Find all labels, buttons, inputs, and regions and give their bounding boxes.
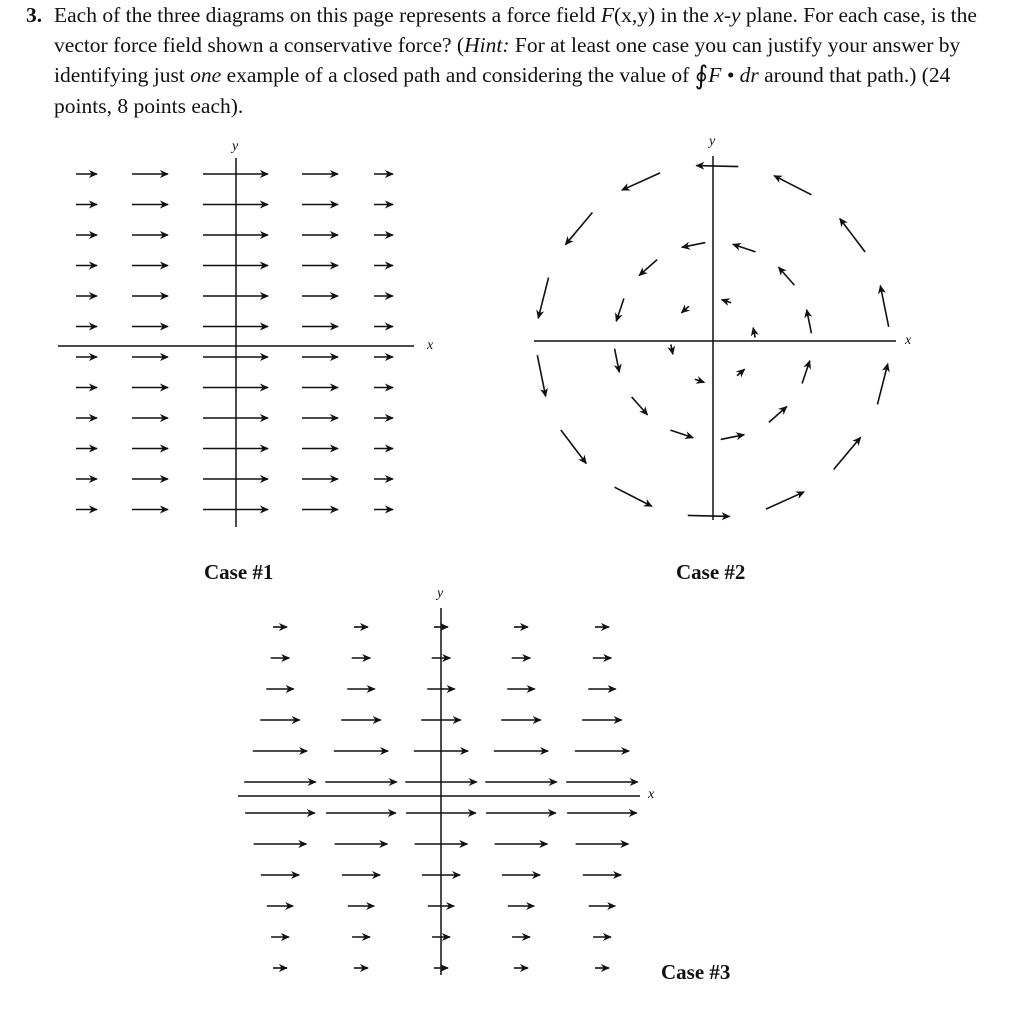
field-arrow [877, 364, 887, 405]
question-line1-c: plane. For each case, is the vector force field shown a conservative force? ( [54, 3, 977, 57]
case3-y-label: y [437, 586, 444, 601]
case1-vector-field [76, 174, 393, 510]
plane-name: x-y [714, 3, 741, 27]
field-arrow [538, 278, 548, 319]
case3-x-label: x [648, 787, 655, 802]
hint-text-a: For at least one case you can justify your answer by identifying just [54, 33, 961, 87]
field-arrow [737, 369, 744, 376]
field-arrow [537, 355, 545, 396]
field-arrow [807, 310, 812, 334]
question-line1-a: Each of the three diagrams on this page represents a force field [54, 3, 601, 27]
question-line1-b: in the [655, 3, 715, 27]
field-arrow [688, 515, 730, 516]
hint-label: Hint: [464, 33, 510, 57]
field-arrow [802, 361, 810, 384]
field-arrow [834, 437, 861, 469]
field-arrow [639, 260, 657, 276]
field-args: (x,y) [613, 3, 656, 27]
field-arrow [722, 300, 731, 303]
field-arrow [615, 487, 652, 506]
case1-diagram [58, 139, 434, 584]
field-arrow [774, 176, 811, 195]
field-arrow [615, 349, 620, 373]
field-arrow [733, 244, 756, 252]
case1-label: Case #1 [204, 560, 274, 584]
field-arrow [565, 212, 592, 244]
case2-label: Case #2 [676, 560, 746, 584]
hint-text-b: example of a closed path and considering the value of [221, 63, 695, 87]
field-arrow [682, 243, 706, 248]
field-arrow [622, 173, 660, 190]
integrand: F • dr [708, 63, 759, 87]
field-arrow [721, 435, 745, 440]
case2-y-label: y [709, 134, 716, 149]
field-arrow [671, 344, 673, 354]
case3-label: Case #3 [661, 960, 731, 984]
case1-x-label: x [427, 338, 434, 353]
field-arrow [561, 430, 586, 463]
field-symbol: F [600, 3, 614, 27]
case1-y-label: y [232, 139, 239, 154]
field-arrow [753, 328, 755, 338]
field-arrow [670, 430, 693, 438]
field-arrow [880, 286, 888, 327]
case2-diagram [534, 134, 912, 584]
field-arrow [778, 267, 794, 285]
field-arrow [769, 406, 787, 422]
field-arrow [696, 166, 738, 167]
hint-one: one [190, 63, 222, 87]
hint-text-c: around that path.) (24 points, 8 points each). [54, 63, 951, 118]
case2-x-label: x [905, 333, 912, 348]
field-arrow [695, 379, 704, 382]
field-arrow [766, 492, 804, 509]
contour-integral-symbol: ∮ [694, 61, 709, 90]
case3-diagram [238, 586, 730, 984]
field-arrow [681, 306, 688, 313]
field-arrow [632, 397, 648, 415]
field-arrow [616, 298, 624, 321]
question-number: 3. [26, 3, 43, 27]
field-arrow [840, 219, 865, 252]
